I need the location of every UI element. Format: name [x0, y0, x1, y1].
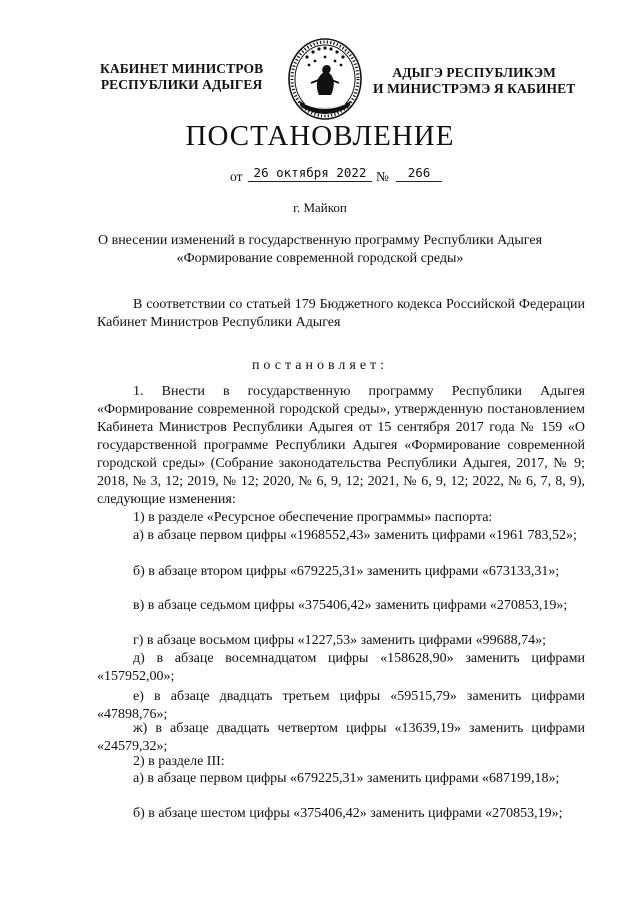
- item-1-1-a: а) в абзаце первом цифры «1968552,43» заменить цифрами «1961 783,52»;: [133, 528, 577, 543]
- city: г. Майкоп: [293, 200, 347, 215]
- issuer-adyghe-line-2: И МИНИСТРЭМЭ Я КАБИНЕТ: [373, 81, 576, 96]
- item-1-1-d: д) в абзаце восемнадцатом цифры «158628,90» заменить цифрами «157952,00»;: [97, 651, 585, 684]
- item-1: 1. Внести в государственную программу Республики Адыгея «Формирование современной городской среды», утвержденную постановлением Кабинета Министров Республики Адыгея от 15 сентября 2017 года № 159 «О государственной программе Республики Адыгея «Формирование современной городской среды» (Собрание законодательства Республики Адыгея, 2017, № 9; 2018, № 3, 12; 2019, № 12; 2020, № 6, 9, 12; 2021, № 6, 9, 12; 2022, № 6, 7, 8, 9), следующие изменения:: [97, 384, 585, 507]
- decree-word: постановляет:: [251, 358, 389, 373]
- adygea-coat-of-arms-icon: [285, 35, 365, 121]
- item-1-1-g: г) в абзаце восьмом цифры «1227,53» заменить цифрами «99688,74»;: [133, 633, 546, 648]
- number-label: №: [376, 169, 389, 184]
- date-from-label: от: [230, 169, 243, 184]
- preamble: В соответствии со статьей 179 Бюджетного кодекса Российской Федерации Кабинет Министров Республики Адыгея: [97, 297, 585, 330]
- dateline: [230, 165, 450, 185]
- issuer-line-1: КАБИНЕТ МИНИСТРОВ: [100, 61, 264, 76]
- document-date: 26 октября 2022: [248, 165, 372, 182]
- item-1-1-v: в) в абзаце седьмом цифры «375406,42» заменить цифрами «270853,19»;: [133, 598, 568, 613]
- subject-line-2: «Формирование современной городской среды»: [176, 251, 464, 266]
- item-1-1: 1) в разделе «Ресурсное обеспечение программы» паспорта:: [133, 510, 493, 525]
- issuer-line-2: РЕСПУБЛИКИ АДЫГЕЯ: [100, 77, 263, 92]
- issuer-name-russian: [100, 61, 263, 93]
- document-subject: [60, 232, 580, 268]
- item-1-1-e: е) в абзаце двадцать третьем цифры «59515,79» заменить цифрами «47898,76»;: [97, 689, 585, 722]
- document-title: ПОСТАНОВЛЕНИЕ: [185, 120, 455, 152]
- item-1-2: 2) в разделе III:: [133, 754, 225, 769]
- document-number: 266: [396, 165, 442, 182]
- item-1-2-a: а) в абзаце первом цифры «679225,31» заменить цифрами «687199,18»;: [133, 771, 560, 786]
- issuer-name-adyghe: [373, 65, 575, 97]
- issuer-adyghe-line-1: АДЫГЭ РЕСПУБЛИКЭМ: [392, 65, 556, 80]
- item-1-1-zh: ж) в абзаце двадцать четвертом цифры «13639,19» заменить цифрами «24579,32»;: [97, 721, 585, 754]
- item-1-2-b: б) в абзаце шестом цифры «375406,42» заменить цифрами «270853,19»;: [133, 806, 563, 821]
- subject-line-1: О внесении изменений в государственную программу Республики Адыгея: [97, 233, 543, 248]
- item-1-1-b: б) в абзаце втором цифры «679225,31» заменить цифрами «673133,31»;: [133, 564, 560, 579]
